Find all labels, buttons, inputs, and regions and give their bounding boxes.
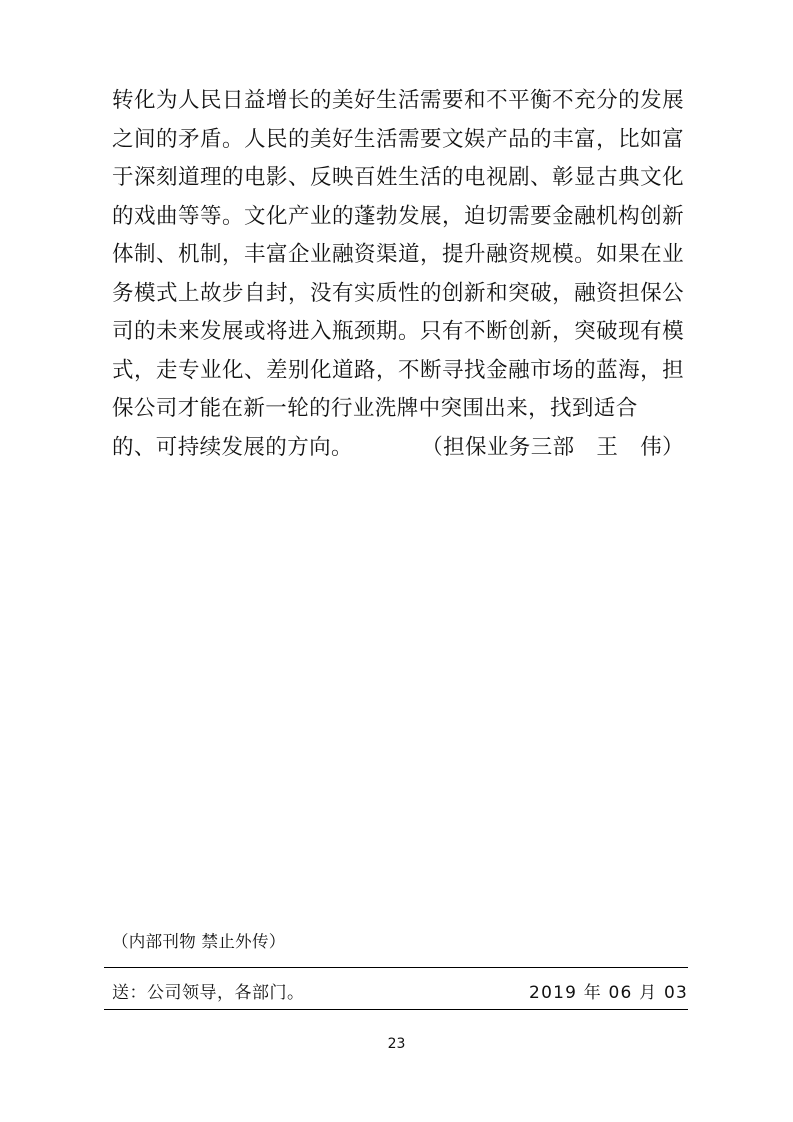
author-signature: （担保业务三部 王 伟） [421, 434, 684, 460]
closing-line [112, 429, 684, 468]
footer-row [112, 974, 688, 1006]
body-paragraph: 转化为人民日益增长的美好生活需要和不平衡不充分的发展之间的矛盾。人民的美好生活需要文娱产品的丰富，比如富于深刻道理的电影、反映百姓生活的电视剧、彰显古典文化的戏曲等等。文化产业的蓬勃发展，迫切需要金融机构创新体制、机制，丰富企业融资渠道，提升融资规模。如果在业务模式上故步自封，没有实质性的创新和突破，融资担保公司的未来发展或将进入瓶颈期。只有不断创新，突破现有模式，走专业化、差别化道路，不断寻找金融市场的蓝海，担保公司才能在新一轮的行业洗牌中突围出来，找到适合 [112, 88, 684, 421]
article-body [112, 82, 684, 467]
closing-text: 的、可持续发展的方向。 [112, 434, 353, 460]
internal-publication-note: （内部刊物 禁止外传） [112, 932, 286, 951]
footer-divider-top [104, 967, 688, 968]
footer-divider-bottom [104, 1009, 688, 1010]
publication-date: 2019 年 06 月 03 [529, 982, 688, 1003]
distribution-list: 送：公司领导，各部门。 [112, 982, 305, 1003]
page-number: 23 [387, 1036, 406, 1052]
